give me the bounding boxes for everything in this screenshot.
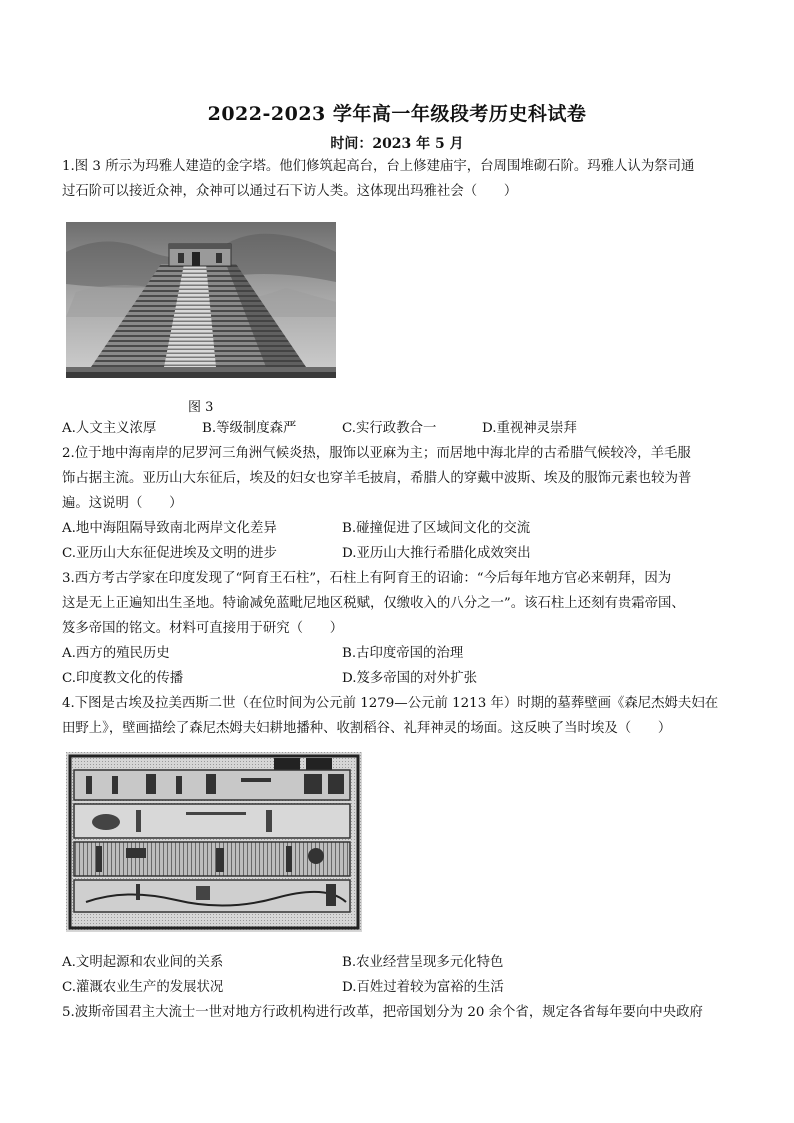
q1-option-b[interactable]: B.等级制度森严 [202,421,297,436]
q4-option-b[interactable]: B.农业经营呈现多元化特色 [342,955,504,970]
maya-pyramid-photo [66,222,336,378]
exam-title: 2022-2023 学年高一年级段考历史科试卷 [207,103,587,125]
q4-option-c[interactable]: C.灌溉农业生产的发展状况 [62,980,224,995]
q4-option-d[interactable]: D.百姓过着较为富裕的生活 [342,980,504,995]
q3-option-b[interactable]: B.古印度帝国的治理 [342,646,464,661]
q1-option-c[interactable]: C.实行政教合一 [342,421,437,436]
q3-option-a[interactable]: A.西方的殖民历史 [62,646,170,661]
exam-date: 时间：2023 年 5 月 [330,136,464,152]
q2-option-b[interactable]: B.碰撞促进了区域间文化的交流 [342,521,531,536]
q2-text-line-2: 饰占据主流。亚历山大东征后，埃及的妇女也穿羊毛披肩，希腊人的穿戴中波斯、埃及的服饰元素也较为普 [62,471,692,486]
q1-option-d[interactable]: D.重视神灵崇拜 [482,421,577,436]
q3-option-c[interactable]: C.印度教文化的传播 [62,671,184,686]
q2-option-c[interactable]: C.亚历山大东征促进埃及文明的进步 [62,546,277,561]
q2-text-line-1: 2.位于地中海南岸的尼罗河三角洲气候炎热，服饰以亚麻为主；而居地中海北岸的古希腊气候较冷，羊毛服 [62,446,691,461]
q4-text-line-2: 田野上》，壁画描绘了森尼杰姆夫妇耕地播种、收割稻谷、礼拜神灵的场面。这反映了当时埃及（ ） [62,721,672,736]
q2-option-d[interactable]: D.亚历山大推行希腊化成效突出 [342,546,531,561]
q2-option-a[interactable]: A.地中海阻隔导致南北两岸文化差异 [62,521,277,536]
figure-3-caption: 图 3 [188,400,214,415]
q4-option-a[interactable]: A.文明起源和农业间的关系 [62,955,224,970]
q1-text-line-2: 过石阶可以接近众神，众神可以通过石下访人类。这体现出玛雅社会（ ） [62,184,518,199]
q5-text-line-1: 5.波斯帝国君主大流士一世对地方行政机构进行改革，把帝国划分为 20 余个省，规定各省每年要向中央政府 [62,1005,703,1020]
q1-text-line-1: 1.图 3 所示为玛雅人建造的金字塔。他们修筑起高台，台上修建庙宇，台周围堆砌石阶。玛雅人认为祭司通 [62,159,695,174]
q2-text-line-3: 遍。这说明（ ） [62,496,183,511]
q4-text-line-1: 4.下图是古埃及拉美西斯二世（在位时间为公元前 1279—公元前 1213 年）时期的墓葬壁画《森尼杰姆夫妇在 [62,696,719,711]
q3-text-line-2: 这是无上正遍知出生圣地。特谕减免蓝毗尼地区税赋，仅缴收入的八分之一”。该石柱上还刻有贵霜帝国、 [62,596,685,611]
egyptian-tomb-mural-image [66,752,362,932]
q3-text-line-1: 3.西方考古学家在印度发现了“阿育王石柱”，石柱上有阿育王的诏谕：“今后每年地方官必来朝拜，因为 [62,571,672,586]
q3-text-line-3: 笈多帝国的铭文。材料可直接用于研究（ ） [62,621,344,636]
q3-option-d[interactable]: D.笈多帝国的对外扩张 [342,671,478,686]
q1-option-a[interactable]: A.人文主义浓厚 [62,421,157,436]
